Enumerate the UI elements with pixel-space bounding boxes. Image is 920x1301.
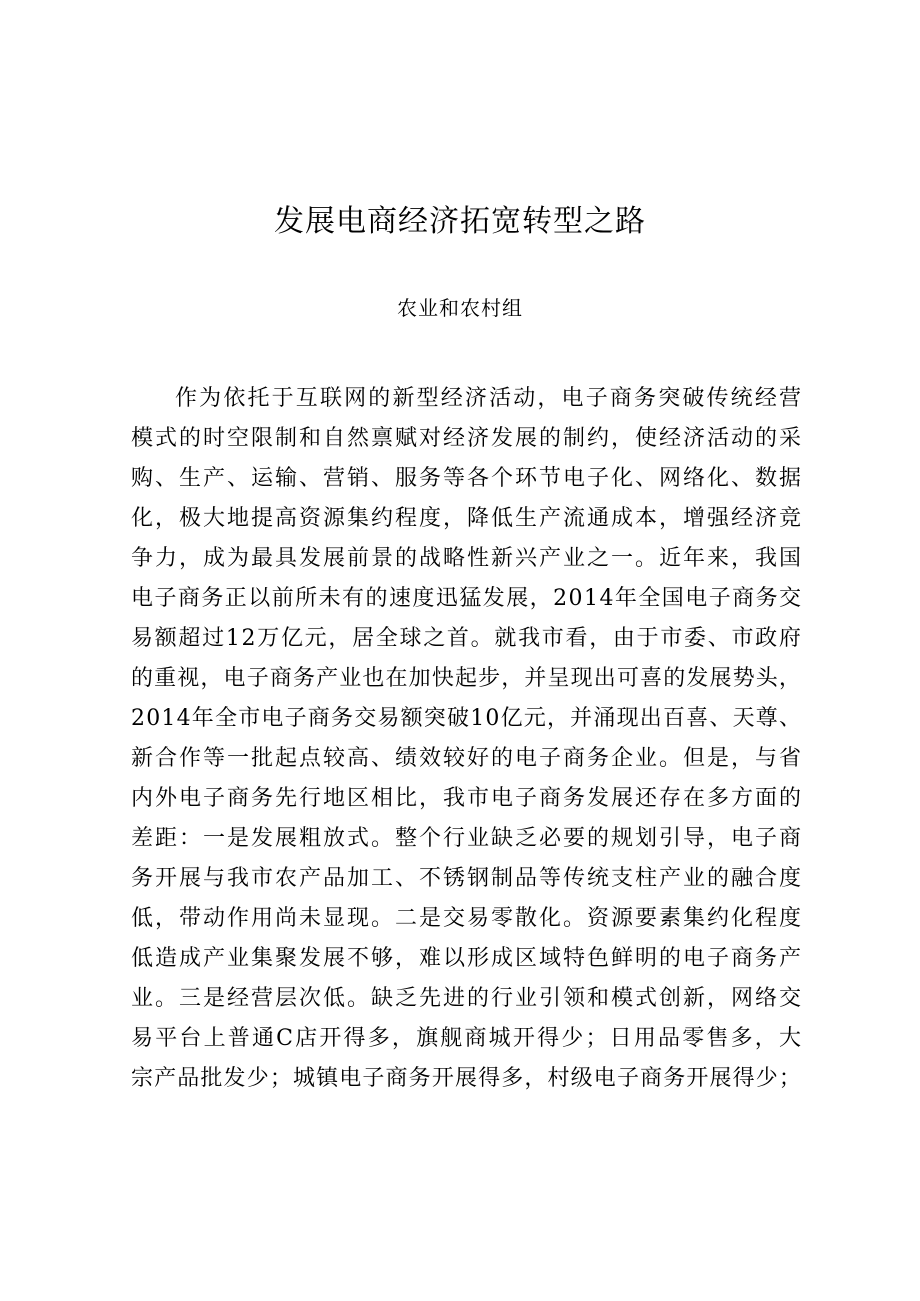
body-line: 差距：一是发展粗放式。整个行业缺乏必要的规划引导，电子商: [131, 826, 804, 851]
body-line: 的重视，电子商务产业也在加快起步，并呈现出可喜的发展势头，: [131, 666, 803, 691]
body-line: 争力，成为最具发展前景的战略性新兴产业之一。近年来，我国: [131, 546, 804, 571]
body-line: 务开展与我市农产品加工、不锈钢制品等传统支柱产业的融合度: [131, 866, 804, 891]
body-line: 电子商务正以前所未有的速度迅猛发展，2014年全国电子商务交: [131, 586, 803, 611]
body-line: 内外电子商务先行地区相比，我市电子商务发展还存在多方面的: [131, 786, 804, 811]
body-line: 易额超过12万亿元，居全球之首。就我市看，由于市委、市政府: [131, 626, 803, 651]
body-line: 新合作等一批起点较高、绩效较好的电子商务企业。但是，与省: [131, 746, 804, 771]
document-body: [131, 379, 804, 1099]
body-line: 模式的时空限制和自然禀赋对经济发展的制约，使经济活动的采: [131, 426, 804, 451]
body-line: 化，极大地提高资源集约程度，降低生产流通成本，增强经济竞: [131, 506, 804, 531]
body-line: 业。三是经营层次低。缺乏先进的行业引领和模式创新，网络交: [131, 986, 804, 1011]
document-title: 发展电商经济拓宽转型之路: [274, 204, 646, 239]
document-author: 农业和农村组: [397, 296, 523, 320]
body-line: 易平台上普通C店开得多，旗舰商城开得少；日用品零售多，大: [131, 1026, 804, 1051]
body-line: 作为依托于互联网的新型经济活动，电子商务突破传统经营: [175, 386, 804, 411]
body-line: 宗产品批发少；城镇电子商务开展得多，村级电子商务开展得少；: [131, 1066, 803, 1091]
body-line: 购、生产、运输、营销、服务等各个环节电子化、网络化、数据: [131, 466, 804, 491]
body-line: 低造成产业集聚发展不够，难以形成区域特色鲜明的电子商务产: [131, 946, 804, 971]
body-line: 2014年全市电子商务交易额突破10亿元，并涌现出百喜、天尊、: [131, 706, 803, 731]
body-line: 低，带动作用尚未显现。二是交易零散化。资源要素集约化程度: [131, 906, 804, 931]
